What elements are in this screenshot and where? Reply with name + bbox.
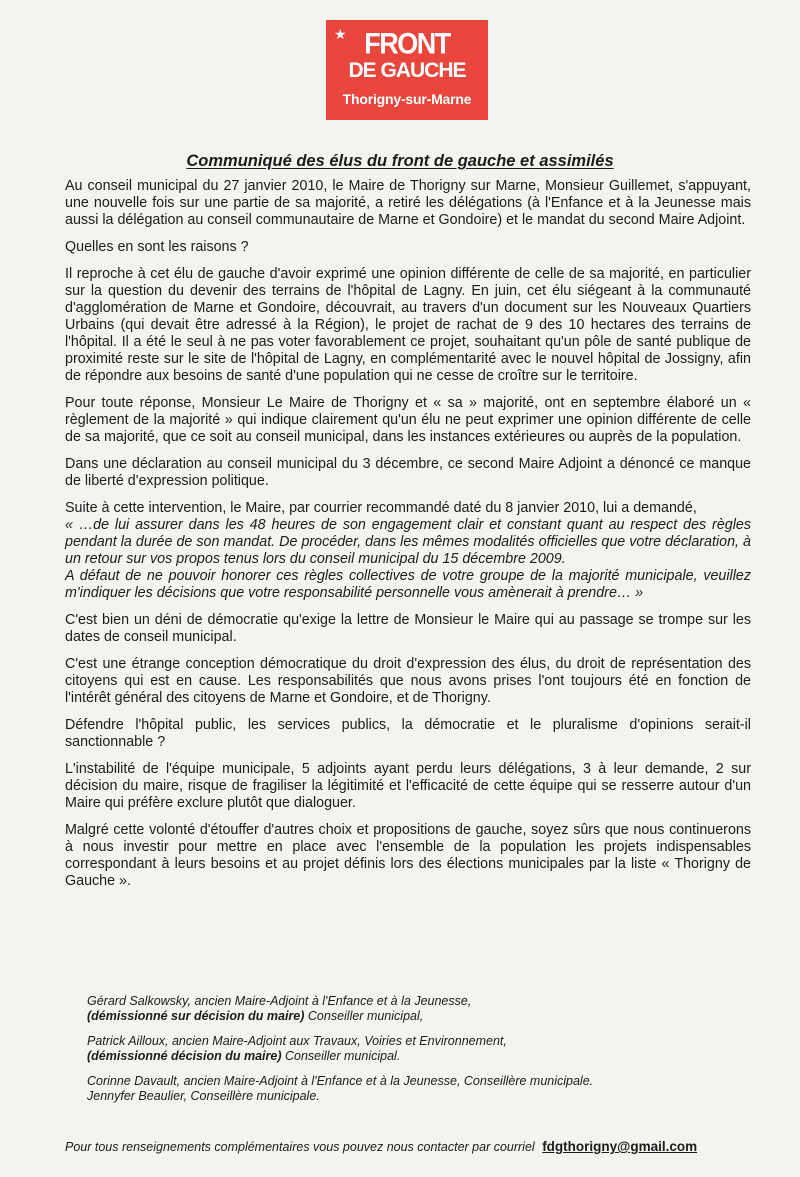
signature-note: (démissionné décision du maire) [87,1049,282,1063]
signature-role: Conseiller municipal, [304,1009,424,1023]
signature-line [87,1049,727,1064]
paragraph: C'est une étrange conception démocratique du droit d'expression des élus, du droit de représentation des citoyens qui est en cause. Les responsabilités que nous avons prises l'ont toujours été en fonction de l'intérêt général des citoyens de Marne et Gondoire, et de Thorigny. [65,656,751,706]
logo-line-2: DE GAUCHE [348,59,466,82]
signature-line: Jennyfer Beaulier, Conseillère municipale. [87,1089,320,1103]
paragraph: Suite à cette intervention, le Maire, par courrier recommandé daté du 8 janvier 2010, lui a demandé, [65,500,697,516]
signature-role: Conseiller municipal. [281,1049,401,1063]
contact-email-link[interactable]: fdgthorigny@gmail.com [542,1139,698,1154]
document-body [65,178,751,900]
signature-line: Patrick Ailloux, ancien Maire-Adjoint aux Travaux, Voiries et Environnement, [87,1034,507,1048]
paragraph: Dans une déclaration au conseil municipal du 3 décembre, ce second Maire Adjoint a dénoncé ce manque de liberté d'expression politique. [65,456,751,489]
quoted-letter: A défaut de ne pouvoir honorer ces règles collectives de votre groupe de la majorité municipale, veuillez m'indiquer les décisions que votre responsabilité personnelle vous amènerait à prendre… » [65,568,751,601]
signature-line: Corinne Davault, ancien Maire-Adjoint à l'Enfance et à la Jeunesse, Conseillère municipale. [87,1074,594,1088]
paragraph: Il reproche à cet élu de gauche d'avoir exprimé une opinion différente de celle de sa majorité, en particulier sur la question du devenir des terrains de l'hôpital de Lagny. En juin, cet élu siégeant à la communauté d'agglomération de Marne et Gondoire, découvrait, au travers d'un document sur les Nouveaux Quartiers Urbains (qui devait être adressé à la Région), le projet de rachat de 9 des 10 hectares des terrains de l'hôpital. Il a été le seul à ne pas voter favorablement ce projet, souhaitant qu'un pôle de santé publique de proximité reste sur le site de l'hôpital de Lagny, en complémentarité avec le nouvel hôpital de Jossigny, afin de répondre aux besoins de santé d'une population qui ne cesse de croître sur le territoire. [65,266,751,384]
logo-line-3: Thorigny-sur-Marne [342,91,472,107]
contact-footer [65,1139,755,1155]
signature-block [87,1034,727,1064]
signatures [87,994,727,1104]
front-de-gauche-logo [326,20,488,120]
paragraph: Malgré cette volonté d'étouffer d'autres choix et propositions de gauche, soyez sûrs que nous continuerons à nous investir pour mettre en place avec l'ensemble de la population les projets indispensables correspondant à leurs besoins et au projet définis lors des élections municipales par la liste « Thorigny de Gauche ». [65,822,751,889]
paragraph: C'est bien un déni de démocratie qu'exige la lettre de Monsieur le Maire qui au passage se trompe sur les dates de conseil municipal. [65,612,751,645]
paragraph: Quelles en sont les raisons ? [65,239,249,255]
paragraph: Défendre l'hôpital public, les services publics, la démocratie et le pluralisme d'opinions serait-il sanctionnable ? [65,717,751,750]
contact-text: Pour tous renseignements complémentaires vous pouvez nous contacter par courriel [65,1140,535,1154]
quoted-letter: « …de lui assurer dans les 48 heures de son engagement clair et constant quant au respect des règles pendant la durée de son mandat. De procéder, dans les mêmes modalités officielles que votre déclaration, à un retour sur vos propos tenus lors du conseil municipal du 15 décembre 2009. [65,517,751,567]
paragraph: L'instabilité de l'équipe municipale, 5 adjoints ayant perdu leurs délégations, 3 à leur demande, 2 sur décision du maire, risque de fragiliser la légitimité et l'efficacité de cette équipe qui se resserre autour d'un Maire qui préfère exclure plutôt que dialoguer. [65,761,751,811]
signature-block [87,1074,727,1104]
signature-line: Gérard Salkowsky, ancien Maire-Adjoint à l'Enfance et à la Jeunesse, [87,994,472,1008]
star-icon: ★ [334,26,347,42]
paragraph: Au conseil municipal du 27 janvier 2010, le Maire de Thorigny sur Marne, Monsieur Guillemet, s'appuyant, une nouvelle fois sur une partie de sa majorité, a retiré les délégations (à l'Enfance et à la Jeunesse mais aussi la délégation au conseil communautaire de Marne et Gondoire) et le mandat du second Maire Adjoint. [65,178,751,228]
signature-line [87,1009,727,1024]
logo-line-1: FRONT [364,27,450,61]
paragraph: Pour toute réponse, Monsieur Le Maire de Thorigny et « sa » majorité, ont en septembre élaboré un « règlement de la majorité » qui indique clairement qu'un élu ne peut exprimer une opinion différente de celle de sa majorité, que ce soit au conseil municipal, dans les instances extérieures ou auprès de la population. [65,395,751,445]
signature-note: (démissionné sur décision du maire) [87,1009,305,1023]
document-title: Communiqué des élus du front de gauche et assimilés [186,152,614,170]
signature-block [87,994,727,1024]
